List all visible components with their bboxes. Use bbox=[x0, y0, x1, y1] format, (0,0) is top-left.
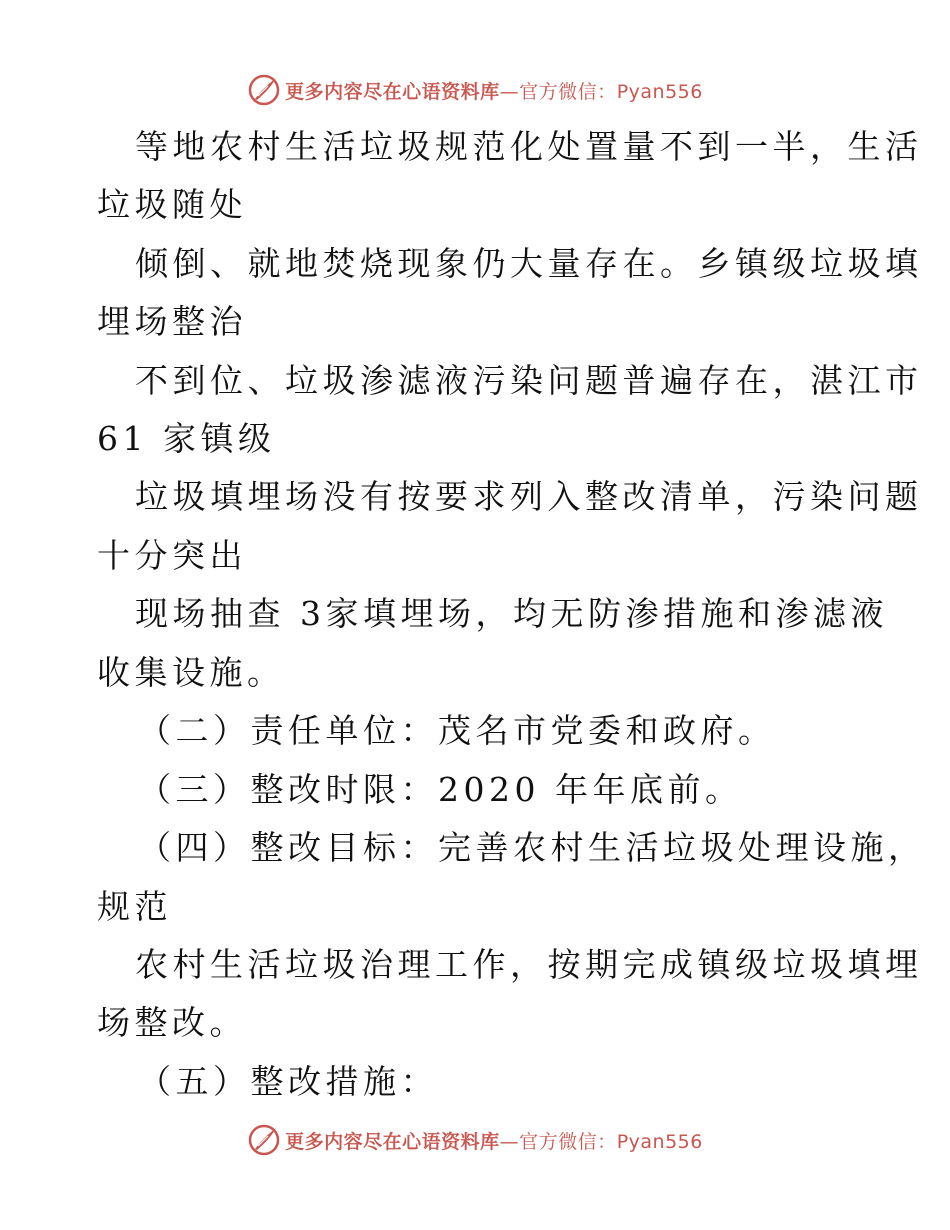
feather-logo-icon bbox=[247, 73, 281, 107]
section-heading-target: （四）整改目标：完善农村生活垃圾处理设施， bbox=[138, 828, 926, 867]
watermark-wechat-label: 官方微信： bbox=[519, 80, 617, 103]
paragraph-line: 倾倒、就地焚烧现象仍大量存在。乡镇级垃圾填 bbox=[135, 244, 923, 283]
watermark-text bbox=[285, 77, 703, 104]
paragraph-line: 等地农村生活垃圾规范化处置量不到一半，生活 bbox=[135, 127, 923, 166]
section-heading-deadline: （三）整改时限：2020 年年底前。 bbox=[138, 770, 743, 809]
paragraph-line: 垃圾填埋场没有按要求列入整改清单，污染问题 bbox=[135, 477, 923, 516]
paragraph-line: 61 家镇级 bbox=[97, 419, 276, 458]
watermark-wechat-id: Pyan556 bbox=[616, 80, 703, 103]
header-watermark bbox=[0, 70, 950, 110]
paragraph-line: 场整改。 bbox=[97, 1003, 247, 1042]
watermark-brand: 更多内容尽在心语资料库 bbox=[285, 1130, 500, 1153]
paragraph-line: 现场抽查 3家填埋场，均无防渗措施和渗滤液 bbox=[135, 594, 888, 633]
section-heading-measures: （五）整改措施： bbox=[138, 1062, 438, 1101]
watermark-text bbox=[285, 1127, 703, 1154]
paragraph-line: 不到位、垃圾渗滤液污染问题普遍存在，湛江市 bbox=[135, 361, 923, 400]
paragraph-line: 埋场整治 bbox=[97, 302, 247, 341]
watermark-separator: — bbox=[499, 1130, 520, 1153]
watermark-separator: — bbox=[499, 80, 520, 103]
watermark-wechat-label: 官方微信： bbox=[519, 1130, 617, 1153]
footer-watermark bbox=[0, 1120, 950, 1160]
paragraph-line: 垃圾随处 bbox=[97, 185, 247, 224]
watermark-brand: 更多内容尽在心语资料库 bbox=[285, 80, 500, 103]
section-heading-responsible-unit: （二）责任单位：茂名市党委和政府。 bbox=[138, 711, 776, 750]
feather-logo-icon bbox=[247, 1123, 281, 1157]
paragraph-line: 十分突出 bbox=[97, 536, 247, 575]
paragraph-line: 农村生活垃圾治理工作，按期完成镇级垃圾填埋 bbox=[135, 945, 923, 984]
paragraph-line: 规范 bbox=[97, 887, 172, 926]
watermark-wechat-id: Pyan556 bbox=[616, 1130, 703, 1153]
paragraph-line: 收集设施。 bbox=[97, 653, 285, 692]
